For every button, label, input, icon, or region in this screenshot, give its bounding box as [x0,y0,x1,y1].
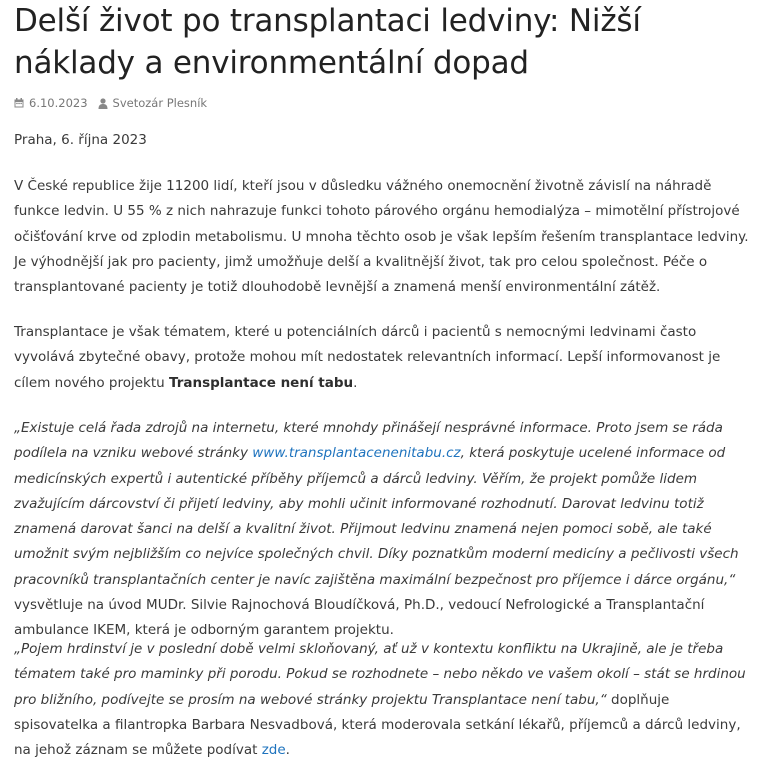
paragraph-intro: V České republice žije 11200 lidí, kteří jsou v důsledku vážného onemocnění životně závislí na náhradě funkce ledvin. U 55 % z nich nahrazuje funkci tohoto párového orgánu hemodialýza – mimotělní přístrojové očišťování krve od zplodin metabolismu. U mnoha těchto osob je však lepším řešením transplantace ledviny. Je výhodnější jak pro pacienty, jimž umožňuje delší a kvalitnější život, tak pro celou společnost. Péče o transplantované pacienty je totiž dlouhodobě levnější a znamená menší environmentální zátěž. [14,178,749,296]
article-meta [14,96,217,110]
paragraph-quote-writer [14,637,756,763]
post-author-name: Svetozár Plesník [112,96,208,110]
project-name: Transplantace není tabu [169,374,354,391]
paragraph-project [14,320,756,396]
writer-attribution: doplňuje spisovatelka a filantropka Barbara Nesvadbová, která moderovala setkání lékařů, příjemců a dárců ledviny, na jehož záznam se můžete podívat [14,691,741,759]
doctor-attribution: vysvětluje na úvod MUDr. Silvie Rajnochová Bloudíčková, Ph.D., vedoucí Nefrologické a Transplantační ambulance IKEM, která je odborným garantem projektu. [14,597,705,639]
doctor-quote-end: , která poskytuje ucelené informace od medicínských expertů i autentické příběhy příjemců a dárců ledviny. Věřím, že projekt pomůže lidem zvažujícím dárcovství či přijetí ledviny, aby mohli učinit informované rozhodnutí. Darovat ledvinu totiž znamená darovat šanci na delší a kvalitní život. Přijmout ledvinu znamená nejen pomoci sobě, ale také umožnit svým nejbližším co nejvíce společných chvil. Díky poznatkům moderní medicíny a pečlivosti všech pracovníků transplantačních center je navíc zajištěna maximální bezpečnost pro příjemce i dárce orgánu,“ [14,445,739,588]
calendar-icon [14,98,24,108]
article-title: Delší život po transplantaci ledviny: Nižší náklady a environmentální dopad [14,3,641,81]
recording-link[interactable]: zde [261,742,286,759]
paragraph-end: . [285,742,290,759]
paragraph-quote-doctor [14,416,756,644]
project-website-link[interactable]: www.transplantacenenitabu.cz [252,445,461,462]
writer-quote: „Pojem hrdinství je v poslední době velmi skloňovaný, ať už v kontextu konfliktu na Ukrajině, ale je třeba tématem také pro maminky při porodu. Pokud se rozhodnete – nebo někdo ve vašem okolí – stát se hrdinou pro bližního, podívejte se prosím na webové stránky projektu Transplantace není tabu,“ [14,641,746,708]
post-date[interactable] [14,96,88,110]
user-icon [98,98,108,109]
post-date-text: 6.10.2023 [29,96,88,110]
post-author[interactable] [98,96,208,110]
paragraph-project-end: . [353,374,358,391]
place-date: Praha, 6. října 2023 [14,132,147,148]
doctor-quote-start: „Existuje celá řada zdrojů na internetu, které mnohdy přinášejí nesprávné informace. Proto jsem se ráda podílela na vzniku webové stránky [14,420,723,462]
paragraph-project-text: Transplantace je však tématem, které u potenciálních dárců i pacientů s nemocnými ledvinami často vyvolává zbytečné obavy, protože mohou mít nedostatek relevantních informací. Lepší informovanost je cílem nového projektu [14,324,721,391]
